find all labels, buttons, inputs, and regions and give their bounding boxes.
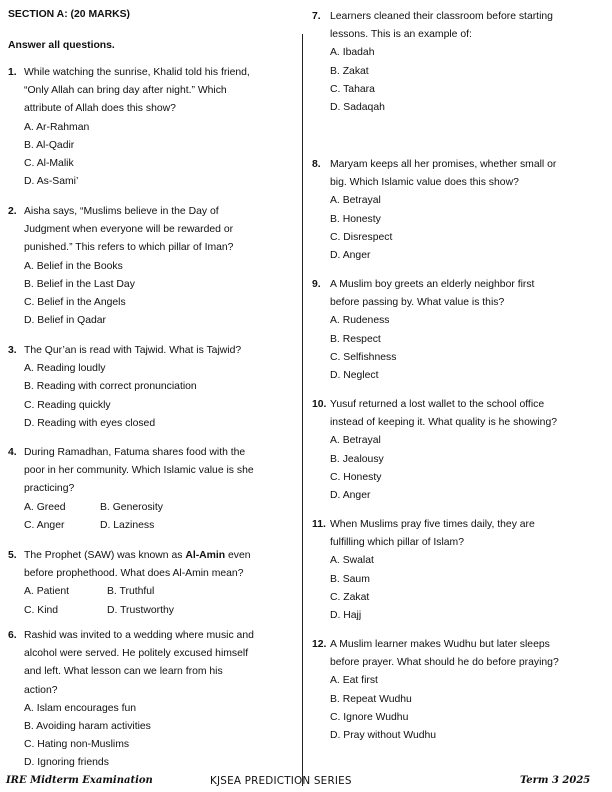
question-2 — [8, 203, 233, 330]
section-title: SECTION A: (20 MARKS) — [8, 9, 130, 20]
footer-series: KJSEA PREDICTION SERIES — [210, 775, 352, 787]
answer-option: C. Zakat — [330, 591, 370, 603]
question-number: 4. — [8, 447, 17, 458]
question-text-line: When Muslims pray five times daily, they are — [330, 519, 535, 530]
answer-option: B. Jealousy — [330, 453, 384, 465]
question-12 — [312, 636, 559, 745]
question-number: 6. — [8, 630, 17, 641]
question-text-line: instead of keeping it. What quality is he showing? — [330, 417, 557, 429]
answer-option: D. Laziness — [100, 519, 155, 531]
question-text: even — [225, 550, 251, 561]
answer-option: A. Betrayal — [330, 195, 381, 207]
answer-option: D. Ignoring friends — [24, 757, 109, 769]
answer-option: D. Trustworthy — [107, 604, 174, 616]
answer-option: B. Truthful — [107, 586, 155, 598]
answer-option: C. Kind — [24, 604, 59, 616]
answer-option: B. Generosity — [100, 501, 163, 513]
question-number: 10. — [312, 399, 327, 410]
question-1 — [8, 64, 250, 191]
answer-option: D. Belief in Qadar — [24, 315, 107, 327]
question-text-line: Aisha says, “Muslims believe in the Day of — [24, 206, 219, 217]
question-text-line: practicing? — [24, 483, 75, 495]
question-8 — [312, 156, 556, 265]
question-text-line: before prayer. What should he do before praying? — [330, 657, 559, 669]
question-text-line: before prophethood. What does Al-Amin mean? — [24, 568, 244, 580]
answer-option: D. As-Sami’ — [24, 176, 79, 188]
question-text-line: Maryam keeps all her promises, whether small or — [330, 159, 557, 170]
answer-option: A. Rudeness — [330, 315, 390, 327]
question-number: 8. — [312, 159, 321, 170]
answer-option: B. Al-Qadir — [24, 139, 75, 151]
answer-option: B. Respect — [330, 333, 381, 345]
question-3 — [8, 342, 241, 433]
question-4 — [8, 444, 254, 535]
answer-option: D. Hajj — [330, 610, 362, 622]
column-divider — [302, 34, 303, 786]
answer-option: C. Honesty — [330, 471, 382, 483]
question-text-line: punished.” This refers to which pillar of Iman? — [24, 242, 234, 254]
answer-option: A. Reading loudly — [24, 363, 106, 375]
question-text-line: before passing by. What value is this? — [330, 297, 505, 309]
question-text: The Prophet (SAW) was known as — [24, 550, 186, 561]
answer-option: B. Saum — [330, 573, 370, 585]
answer-option: D. Sadaqah — [330, 102, 385, 114]
question-6 — [8, 627, 254, 773]
question-text-line: attribute of Allah does this show? — [24, 103, 176, 115]
answer-option: D. Anger — [330, 490, 371, 502]
answer-option: C. Al-Malik — [24, 158, 74, 170]
question-text-line: alcohol were served. He politely excused himself — [24, 648, 249, 660]
answer-option: A. Ar-Rahman — [24, 121, 90, 133]
question-text-line: A Muslim learner makes Wudhu but later sleeps — [330, 639, 550, 650]
question-11 — [312, 516, 535, 625]
footer-exam-name: IRE Midterm Examination — [6, 775, 153, 786]
question-number: 2. — [8, 206, 17, 217]
question-text-line: action? — [24, 684, 58, 696]
options-row — [24, 583, 251, 601]
answer-option: A. Greed — [24, 501, 66, 513]
answer-option: B. Zakat — [330, 65, 369, 77]
question-text-line: While watching the sunrise, Khalid told his friend, — [24, 67, 250, 78]
answer-option: A. Swalat — [330, 555, 374, 567]
answer-option: B. Belief in the Last Day — [24, 278, 135, 290]
question-number: 12. — [312, 639, 327, 650]
answer-option: D. Reading with eyes closed — [24, 417, 156, 429]
question-9 — [312, 276, 534, 385]
answer-option: D. Anger — [330, 250, 371, 262]
question-text-line: A Muslim boy greets an elderly neighbor first — [330, 279, 535, 290]
answer-option: C. Reading quickly — [24, 399, 111, 411]
question-number: 9. — [312, 279, 321, 290]
question-text-line: poor in her community. Which Islamic value is she — [24, 465, 254, 477]
question-text-line: fulfilling which pillar of Islam? — [330, 537, 464, 549]
question-text-line: Yusuf returned a lost wallet to the school office — [330, 399, 545, 410]
question-number: 11. — [312, 519, 326, 530]
answer-option: B. Reading with correct pronunciation — [24, 381, 197, 393]
question-text-line: Rashid was invited to a wedding where music and — [24, 630, 254, 641]
answer-option: C. Disrespect — [330, 231, 393, 243]
question-10 — [312, 396, 557, 505]
question-text-line: lessons. This is an example of: — [330, 29, 472, 41]
question-number: 1. — [8, 67, 17, 78]
answer-option: D. Pray without Wudhu — [330, 730, 437, 742]
answer-option: C. Tahara — [330, 83, 375, 95]
question-7 — [312, 8, 553, 117]
answer-option: C. Ignore Wudhu — [330, 711, 409, 723]
options-row — [24, 517, 254, 535]
question-text-line: and left. What lesson can we learn from his — [24, 666, 223, 678]
options-row — [24, 602, 251, 620]
question-text-line: big. Which Islamic value does this show? — [330, 177, 519, 189]
answer-option: D. Neglect — [330, 370, 379, 382]
answer-option: A. Ibadah — [330, 47, 375, 59]
answer-option: C. Hating non-Muslims — [24, 739, 130, 751]
instructions: Answer all questions. — [8, 40, 115, 51]
answer-option: A. Belief in the Books — [24, 260, 123, 272]
question-text-line — [24, 547, 251, 565]
answer-option: A. Betrayal — [330, 435, 381, 447]
question-number: 3. — [8, 345, 17, 356]
answer-option: A. Patient — [24, 586, 70, 598]
answer-option: A. Eat first — [330, 675, 378, 687]
answer-option: B. Repeat Wudhu — [330, 693, 412, 705]
question-number: 7. — [312, 11, 321, 22]
question-text-line: “Only Allah can bring day after night.” Which — [24, 85, 227, 97]
answer-option: B. Honesty — [330, 213, 381, 225]
bold-term: Al-Amin — [185, 550, 226, 561]
question-5 — [8, 547, 251, 620]
question-text-line: Judgment when everyone will be rewarded or — [24, 224, 234, 236]
question-number: 5. — [8, 550, 17, 561]
answer-option: B. Avoiding haram activities — [24, 721, 151, 733]
answer-option: C. Anger — [24, 519, 65, 531]
question-text-line: The Qur’an is read with Tajwid. What is Tajwid? — [24, 345, 242, 356]
answer-option: C. Belief in the Angels — [24, 297, 126, 309]
answer-option: A. Islam encourages fun — [24, 702, 137, 714]
answer-option: C. Selfishness — [330, 351, 397, 363]
question-text-line: During Ramadhan, Fatuma shares food with the — [24, 447, 246, 458]
question-text-line: Learners cleaned their classroom before starting — [330, 11, 553, 22]
footer-term: Term 3 2025 — [520, 775, 591, 786]
options-row — [24, 499, 254, 517]
